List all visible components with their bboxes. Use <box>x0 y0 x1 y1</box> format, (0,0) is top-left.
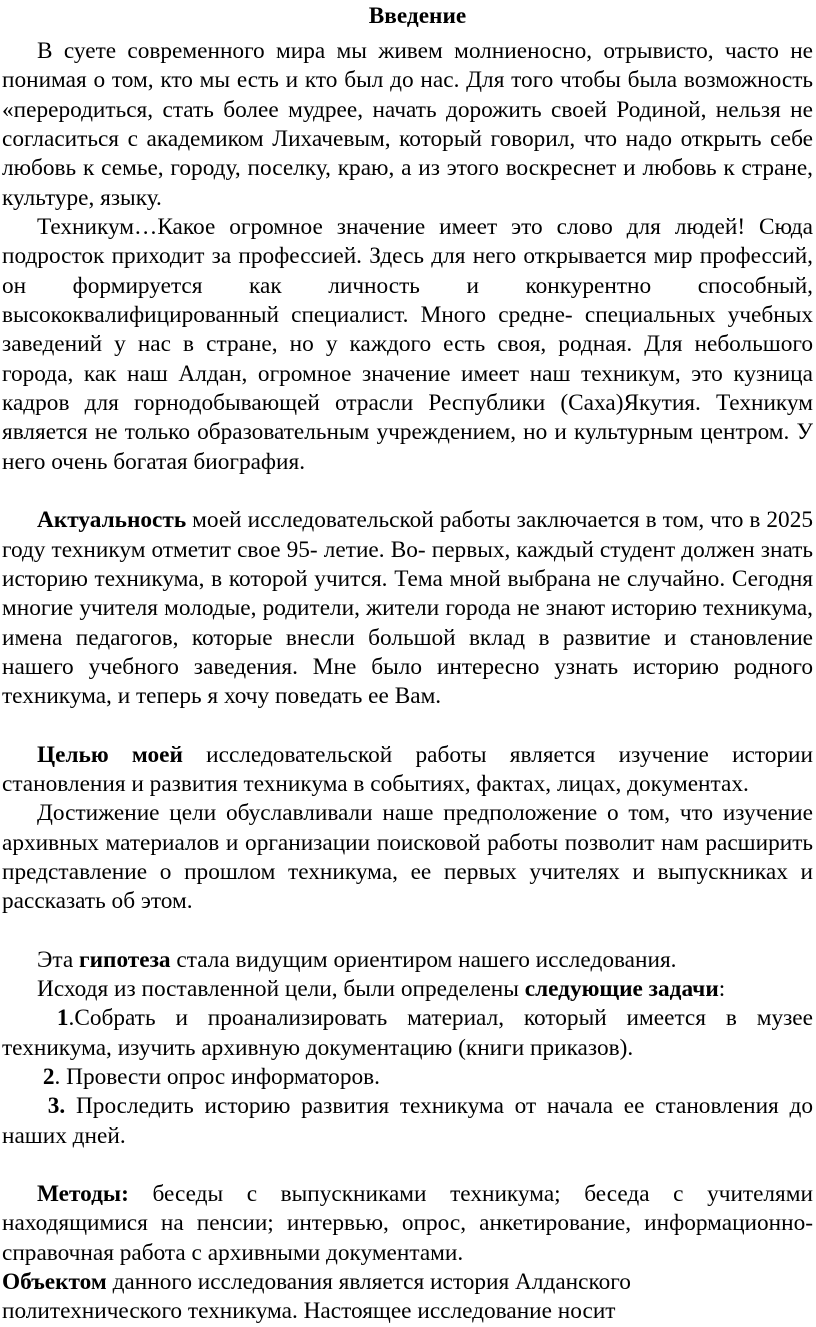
page-title: Введение <box>368 3 467 29</box>
tasks-intro-before: Исходя из поставленной цели, были определены <box>37 975 525 1002</box>
task-number: 2 <box>42 1064 55 1090</box>
spacer <box>2 1151 813 1180</box>
hypothesis-before: Эта <box>37 946 80 973</box>
paragraph-tasks-intro <box>2 975 813 1004</box>
task-separator: . <box>68 1005 75 1032</box>
tasks-intro-label: следующие задачи <box>524 975 719 1002</box>
paragraph-intro: В суете современного мира мы живем молниеносно, отрывисто, часто не понимая о том, кто мы есть и кто был до нас. Для того чтобы была возможность «переродиться, стать более мудрее, начать дорожить своей Родиной, нельзя не согласиться с академиком Лихачевым, который говорил, что надо открыть себе любовь к семье, городу, поселку, краю, а из этого воскреснет и любовь к стране, культуре, языку. <box>2 38 813 211</box>
task-separator: . <box>54 1064 61 1090</box>
task-item <box>2 1004 813 1063</box>
task-number: 3. <box>47 1093 66 1120</box>
task-item <box>2 1092 813 1151</box>
goal-text: исследовательской работы является изучение истории становления и развития техникума в событиях, фактах, лицах, документах. <box>2 741 813 797</box>
hypothesis-label: гипотеза <box>79 946 171 973</box>
relevance-label: Актуальность <box>37 507 187 534</box>
paragraph-technikum: Техникум…Какое огромное значение имеет это слово для людей! Сюда подросток приходит за профессией. Здесь для него открывается мир профессий, он формируется как личность и конкурентно способный, высококвалифицированный специалист. Много средне- специальных учебных заведений у нас в стране, но у каждого есть своя, родная. Для небольшого города, как наш Алдан, огромное значение имеет наш техникум, это кузница кадров для горнодобывающей отрасли Республики (Саха)Якутия. Техникум является не только образовательным учреждением, но и культурным центром. У него очень богатая биография. <box>2 214 813 475</box>
paragraph-hypothesis <box>2 946 813 975</box>
task-text: Провести опрос информаторов. <box>60 1064 380 1090</box>
task-number: 1 <box>56 1005 69 1032</box>
methods-label: Методы: <box>37 1181 129 1208</box>
goal-label: Целью моей <box>37 741 183 768</box>
paragraph-achievement: Достижение цели обуславливали наше предположение о том, что изучение архивных материалов и организации поисковой работы позволит нам расширить представление о прошлом техникума, ее первых учителях и выпускниках и рассказать об этом. <box>2 800 813 915</box>
hypothesis-after: стала видущим ориентиром нашего исследования. <box>170 946 677 973</box>
task-text: Собрать и проанализировать материал, который имеется в музее техникума, изучить архивную документацию (книги приказов). <box>2 1005 813 1061</box>
methods-text: беседы с выпускниками техникума; беседа с учителями находящимися на пенсии; интервью, опрос, анкетирование, информационно-справочная работа с архивными документами. <box>2 1181 813 1266</box>
relevance-text: моей исследовательской работы заключается в том, что в 2025 году техникум отметит свое 95- летие. Во- первых, каждый студент должен знать историю техникума, в которой учится. Тема мной выбрана не случайно. Сегодня многие учителя молодые, родители, жители города не знают историю техникума, имена педагогов, которые внесли большой вклад в развитие и становление нашего учебного заведения. Мне было интересно узнать историю родного техникума, и теперь я хочу поведать ее Вам. <box>2 507 813 710</box>
paragraph-methods <box>2 1180 813 1268</box>
tasks-intro-after: : <box>718 975 726 1002</box>
paragraph-goal <box>2 741 813 800</box>
paragraph-relevance <box>2 506 813 711</box>
object-label: Объектом <box>2 1269 107 1296</box>
paragraph-object <box>2 1268 813 1327</box>
spacer <box>2 712 813 741</box>
task-text: Проследить историю развития техникума от начала ее становления до наших дней. <box>2 1093 813 1149</box>
spacer <box>2 477 813 506</box>
object-text: данного исследования является история Алданского политехнического техникума. Настоящее исследование носит <box>2 1269 631 1325</box>
spacer <box>2 917 813 946</box>
task-item <box>2 1063 813 1092</box>
